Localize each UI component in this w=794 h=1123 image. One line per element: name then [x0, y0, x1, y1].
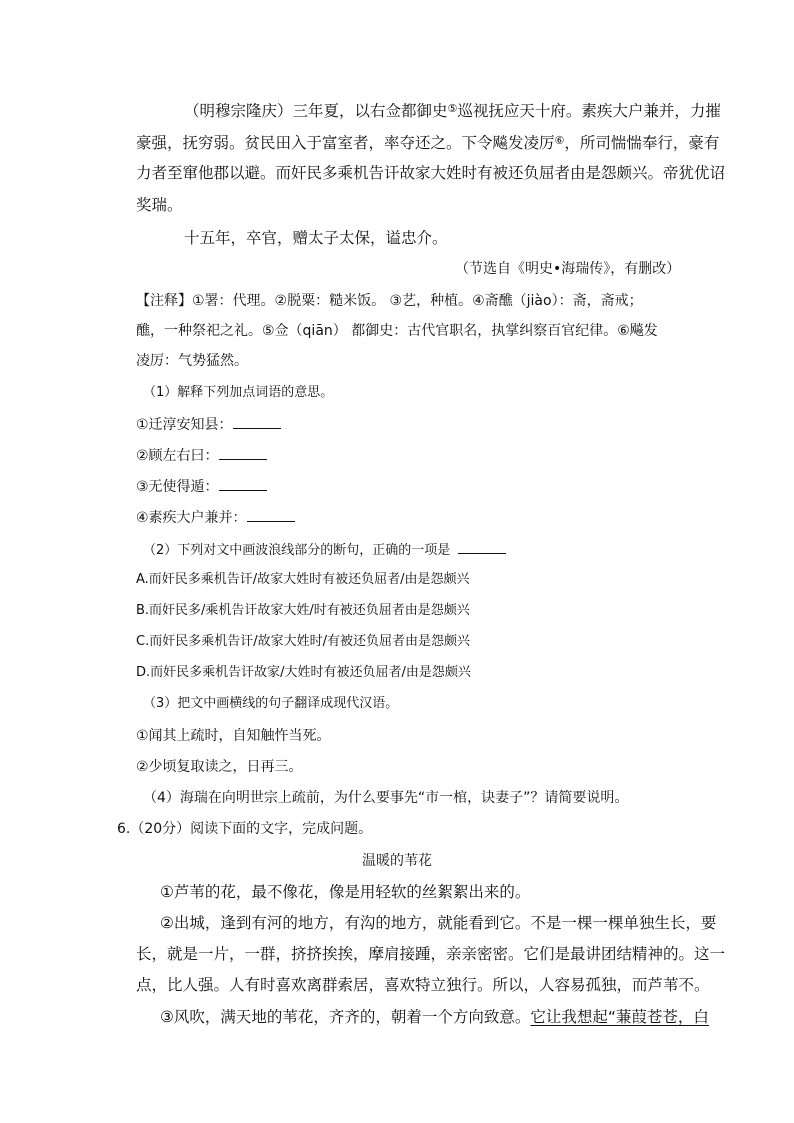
passage-text: ，所司惴惴奉行，豪有 — [564, 134, 720, 152]
passage-text: 巡视抚应天十府。素疾大户兼并，力摧 — [457, 102, 721, 120]
question-1-item — [136, 445, 267, 466]
notes-line-2: 醮，一种祭祀之礼。⑤佥（qiān） 都御史：古代官职名，执掌纠察百官纪律。⑥飚发 — [136, 323, 658, 339]
passage-text: 豪强，抚穷弱。贫民田入于富室者，率夺还之。下令飚发凌厉 — [136, 134, 555, 152]
question-2-title-text: （2）下列对文中画波浪线部分的断句，正确的一项是 — [143, 543, 451, 558]
essay-paragraph-1: ①芦苇的花，最不像花，像是用轻软的丝絮絮出来的。 — [160, 883, 531, 901]
question-2-title — [143, 539, 506, 561]
question-4: （4）海瑞在向明世宗上疏前，为什么要事先“市一棺，诀妻子”？请简要说明。 — [143, 790, 629, 806]
answer-blank[interactable] — [219, 476, 267, 491]
question-1-item-label: ①迁淳安知县： — [136, 417, 233, 433]
footnote-marker: ⑥ — [554, 134, 565, 147]
essay-paragraph-2-line-1: ②出城，逢到有河的地方，有沟的地方，就能看到它。不是一棵一棵单独生长，要 — [160, 914, 717, 932]
essay-paragraph-3-line-1 — [160, 1007, 709, 1027]
question-2-option: D.而奸民多乘机告讦故家/大姓时有被还负屈者/由是怨颇兴 — [136, 665, 471, 680]
essay-paragraph-2-line-3: 点，比人强。人有时喜欢离群索居，喜欢特立独行。所以，人容易孤独，而芦苇不。 — [136, 976, 710, 994]
footnote-marker: ⑤ — [447, 102, 458, 115]
passage-text: 。帝犹优诏 — [647, 164, 726, 182]
question-2-option: A.而奸民多乘机告讦/故家大姓时有被还负屈者/由是怨颇兴 — [136, 572, 470, 587]
answer-blank[interactable] — [458, 539, 506, 554]
passage-line-3 — [136, 163, 725, 183]
underlined-sentence: 它让我想起“蒹葭苍苍，白 — [530, 1008, 709, 1026]
passage-line-4: 奖瑞。 — [136, 196, 183, 214]
passage-line-1 — [184, 99, 721, 121]
question-1-item — [136, 507, 295, 528]
question-1-item — [136, 414, 281, 435]
wavy-underlined-sentence: 而奸民多乘机告讦故家大姓时有被还负屈者由是怨颇兴 — [275, 164, 648, 182]
passage-source: （节选自《明史•海瑞传》，有删改） — [455, 261, 681, 277]
question-1-item-label: ④素疾大户兼并： — [136, 510, 247, 526]
question-6-header: 6.（20分）阅读下面的文字，完成问题。 — [117, 821, 373, 837]
essay-paragraph-2-line-2: 长，就是一片，一群，挤挤挨挨，摩肩接踵，亲亲密密。它们是最讲团结精神的。这一 — [136, 945, 726, 963]
question-1-title: （1）解释下列加点词语的意思。 — [143, 385, 334, 400]
question-2-option: C.而奸民多乘机告讦/故家大姓时/有被还负屈者由是怨颇兴 — [136, 634, 470, 649]
essay-text: ③风吹，满天地的苇花，齐齐的，朝着一个方向致意。 — [160, 1008, 531, 1026]
passage-text: （明穆宗隆庆）三年夏，以右佥都御史 — [184, 102, 448, 120]
question-3-title: （3）把文中画横线的句子翻译成现代汉语。 — [143, 696, 399, 711]
passage-line-5: 十五年，卒官，赠太子太保，谥忠介。 — [184, 229, 448, 247]
question-3-item: ②少顷复取读之，日再三。 — [136, 759, 303, 775]
question-3-item: ①闻其上疏时，自知触忤当死。 — [136, 728, 331, 744]
passage-text: 力者至窜他郡以避。 — [136, 164, 276, 182]
question-1-item — [136, 476, 267, 497]
passage-line-2 — [136, 131, 719, 153]
answer-blank[interactable] — [233, 414, 281, 429]
answer-blank[interactable] — [219, 445, 267, 460]
answer-blank[interactable] — [247, 507, 295, 522]
question-1-item-label: ②顾左右曰： — [136, 448, 219, 464]
notes-line-3: 凌厉：气势猛然。 — [136, 353, 248, 369]
question-2-option: B.而奸民多/乘机告讦故家大姓/时有被还负屈者由是怨颇兴 — [136, 603, 470, 618]
essay-title: 温暖的苇花 — [362, 853, 432, 869]
notes-line-1: 【注释】①署：代理。②脱粟：糙米饭。 ③艺，种植。④斋醮（jiào）：斋，斋戒； — [136, 293, 643, 309]
question-1-item-label: ③无使得遁： — [136, 479, 219, 495]
